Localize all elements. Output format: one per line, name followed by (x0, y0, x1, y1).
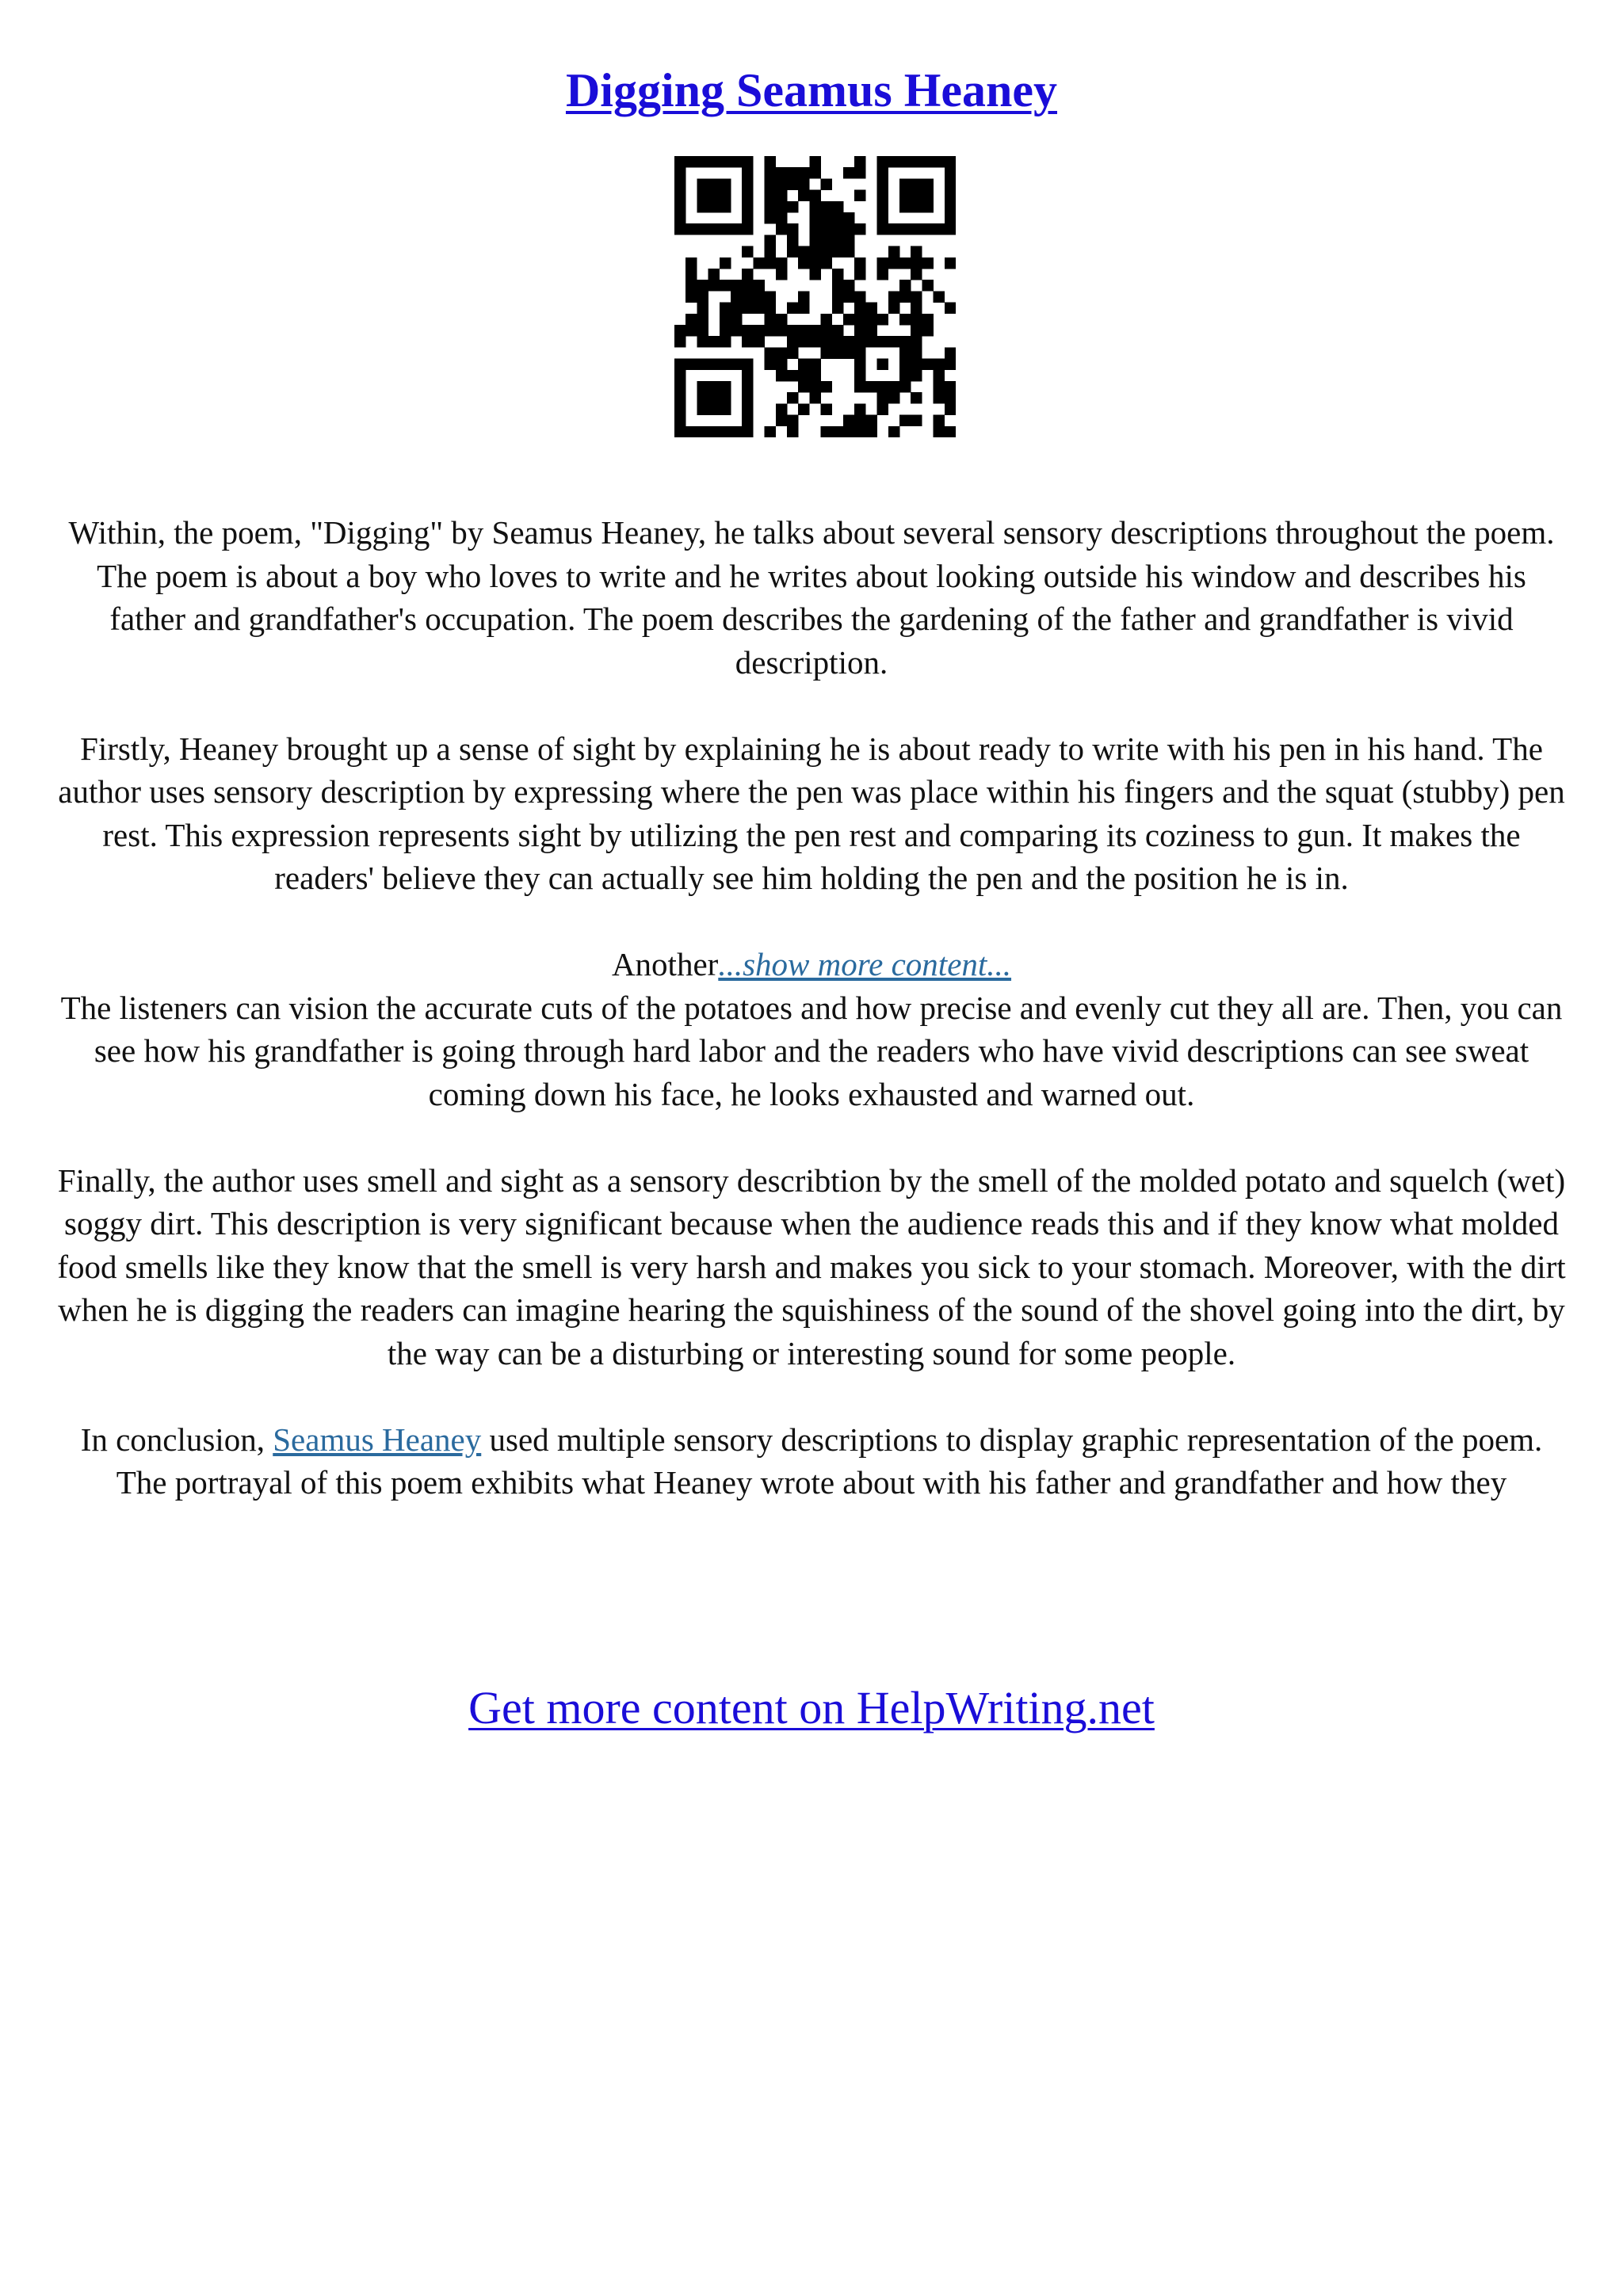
document-title (0, 59, 1623, 122)
helpwriting-link[interactable]: Get more content on HelpWriting.net (468, 1682, 1155, 1733)
qr-code (674, 156, 956, 437)
qr-code-icon (674, 156, 956, 437)
another-prefix: Another (611, 946, 719, 982)
document-body (57, 511, 1566, 1547)
paragraph-conclusion (57, 1418, 1566, 1505)
title-link[interactable]: Digging Seamus Heaney (565, 64, 1058, 116)
conclusion-suffix: used multiple sensory descriptions to display graphic representation of the poem. The portrayal of this poem exhibits what Heaney wrote about with his father and grandfather and how they (116, 1421, 1543, 1501)
paragraph-intro: Within, the poem, "Digging" by Seamus Heaney, he talks about several sensory descriptions throughout the poem. The poem is about a boy who loves to write and he writes about looking outside his window and describes his father and grandfather's occupation. The poem describes the gardening of the father and grandfather is vivid description. (68, 514, 1555, 681)
conclusion-prefix: In conclusion, (80, 1421, 265, 1458)
paragraph-listeners: The listeners can vision the accurate cuts of the potatoes and how precise and evenly cut they all are. Then, you can see how his grandfather is going through hard labor and the readers who have vivid descriptions can see sweat coming down his face, he looks exhausted and warned out. (60, 989, 1563, 1112)
show-more-link[interactable]: ...show more content... (718, 946, 1012, 982)
paragraph-another (57, 943, 1566, 986)
paragraph-finally: Finally, the author uses smell and sight as a sensory describtion by the smell of the molded potato and squelch (wet) soggy dirt. This description is very significant because when the audience reads this and if they know what molded food smells like they know that the smell is very harsh and makes you sick to your stomach. Moreover, with the dirt when he is digging the readers can imagine hearing the squishiness of the sound of the shovel going into the dirt, by the way can be a disturbing or interesting sound for some people. (57, 1161, 1566, 1371)
seamus-heaney-link[interactable]: Seamus Heaney (273, 1421, 482, 1458)
paragraph-firstly: Firstly, Heaney brought up a sense of sight by explaining he is about ready to write with his pen in his hand. The author uses sensory description by expressing where the pen was place within his fingers and the squat (stubby) pen rest. This expression represents sight by utilizing the pen rest and comparing its coziness to gun. It makes the readers' believe they can actually see him holding the pen and the position he is in. (58, 730, 1565, 896)
footer (0, 1678, 1623, 1738)
